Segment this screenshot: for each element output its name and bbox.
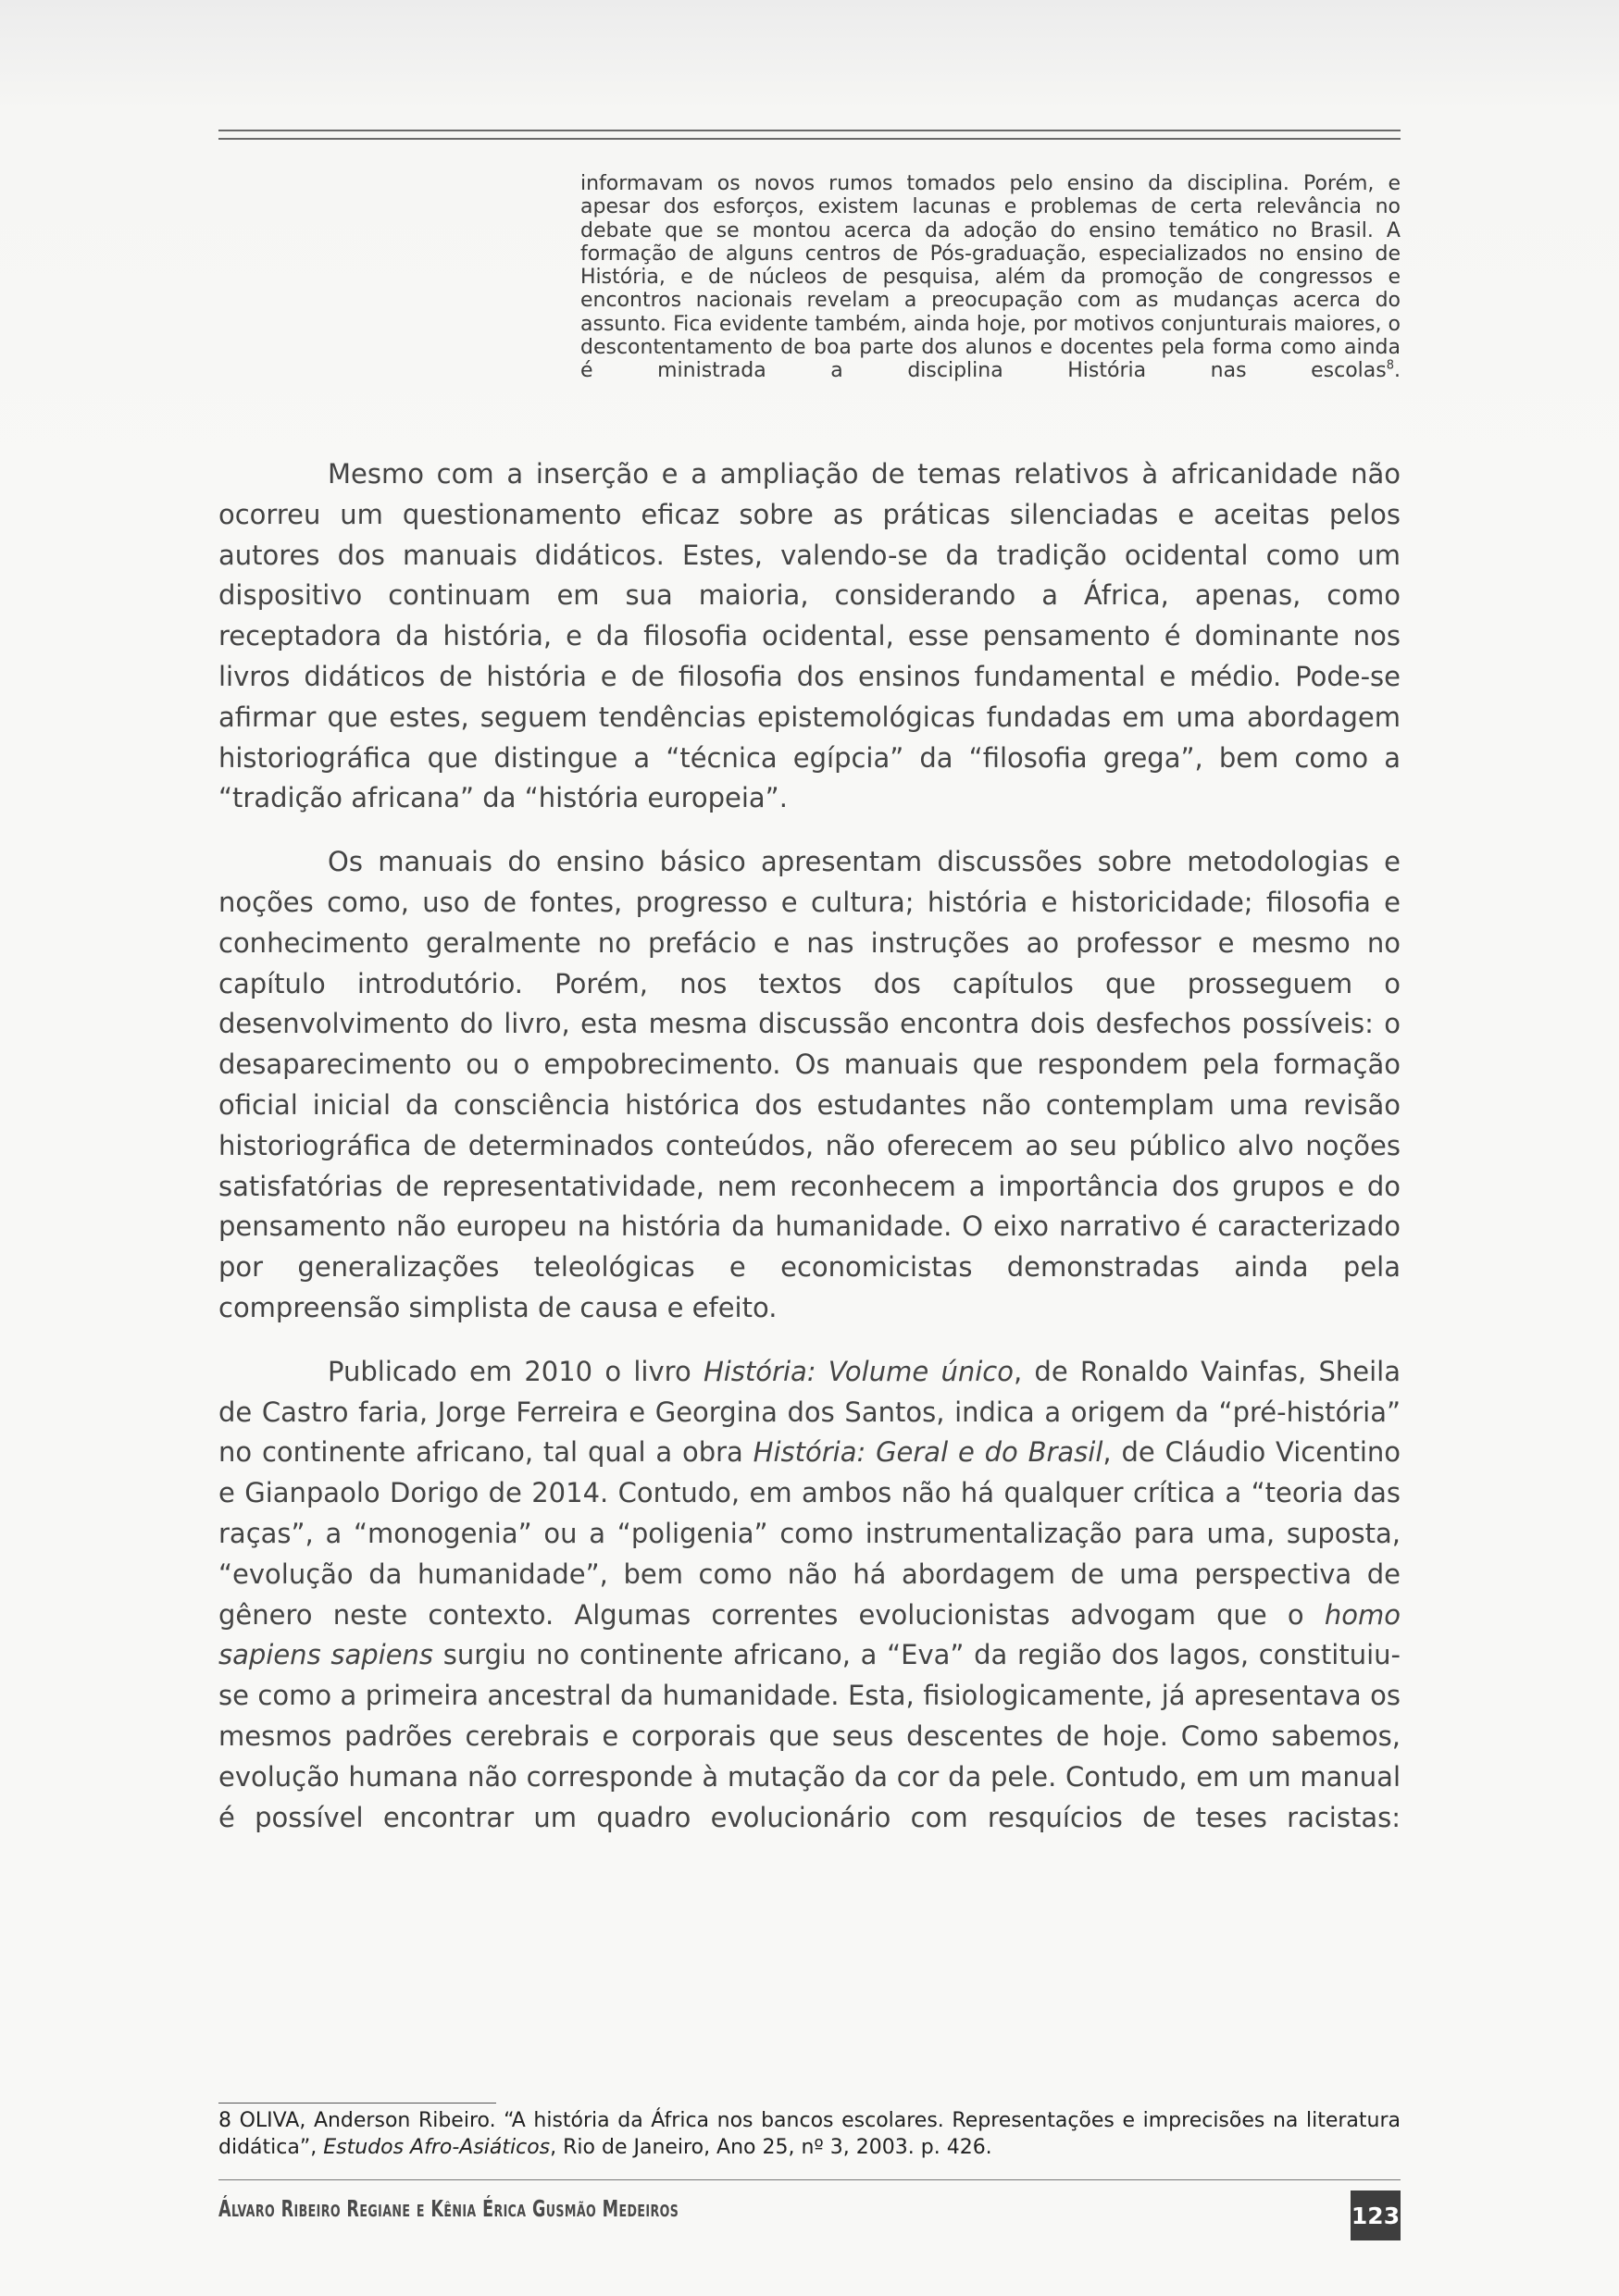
body-text — [218, 454, 1401, 1861]
block-quote-end: . — [1394, 359, 1401, 383]
footer-authors: Álvaro Ribeiro Regiane e Kênia Érica Gusmão Medeiros — [218, 2195, 679, 2222]
book-title-geral-brasil: História: Geral e do Brasil — [753, 1436, 1103, 1469]
book-title-volume-unico: História: Volume único — [703, 1355, 1014, 1387]
footnote-text-2: , Rio de Janeiro, Ano 25, nº 3, 2003. p. 426. — [550, 2136, 992, 2159]
header-rule-top — [218, 130, 1401, 131]
footnote — [218, 2107, 1401, 2161]
header-rule-bottom — [218, 138, 1401, 140]
paragraph-3-text-1: Publicado em 2010 o livro — [328, 1355, 704, 1387]
page-number: 123 — [1351, 2191, 1401, 2240]
footer-rule — [218, 2179, 1401, 2180]
paragraph-3-text-2: , de Ronaldo Vainfas, Sheila de Castro faria, Jorge Ferreira e Georgina dos Santos, indica a origem da “pré-história” no continente africano, tal qual a obra — [218, 1355, 1401, 1469]
paragraph-3-text-3: , de Cláudio Vicentino e Gianpaolo Dorigo de 2014. Contudo, em ambos não há qualquer crítica a “teoria das raças”, a “monogenia” ou a “poligenia” como instrumentalização para uma, suposta, “evolução da humanidade”, bem como não há abordagem de uma perspectiva de gênero neste contexto. Algumas correntes evolucionistas advogam que o — [218, 1436, 1401, 1631]
journal-title: Estudos Afro-Asiáticos — [323, 2136, 551, 2159]
block-quote — [580, 172, 1401, 383]
paragraph-1: Mesmo com a inserção e a ampliação de temas relativos à africanidade não ocorreu um questionamento eficaz sobre as práticas silenciadas e aceitas pelos autores dos manuais didáticos. Estes, valendo-se da tradição ocidental como um dispositivo continuam em sua maioria, considerando a África, apenas, como receptadora da história, e da filosofia ocidental, esse pensamento é dominante nos livros didáticos de história e de filosofia dos ensinos fundamental e médio. Pode-se afirmar que estes, seguem tendências epistemológicas fundadas em uma abordagem historiográfica que distingue a “técnica egípcia” da “filosofia grega”, bem como a “tradição africana” da “história europeia”. — [218, 458, 1401, 814]
block-quote-text: informavam os novos rumos tomados pelo ensino da disciplina. Porém, e apesar dos esforços, existem lacunas e problemas de certa relevância no debate que se montou acerca da adoção do ensino temático no Brasil. A formação de alguns centros de Pós-graduação, especializados no ensino de História, e de núcleos de pesquisa, além da promoção de congressos e encontros nacionais revelam a preocupação com as mudanças acerca do assunto. Fica evidente também, ainda hoje, por motivos conjunturais maiores, o descontentamento de boa parte dos alunos e docentes pela forma como ainda é ministrada a disciplina História nas escolas — [580, 172, 1401, 383]
species-name: homo sapiens sapiens — [218, 1598, 1401, 1671]
footnote-rule — [218, 2103, 496, 2104]
footnote-text-1: 8 OLIVA, Anderson Ribeiro. “A história da África nos bancos escolares. Representações e imprecisões na literatura didática”, — [218, 2109, 1401, 2159]
paragraph-3 — [218, 1352, 1401, 1839]
footnote-reference[interactable]: 8 — [1386, 359, 1394, 374]
paragraph-2: Os manuais do ensino básico apresentam discussões sobre metodologias e noções como, uso de fontes, progresso e cultura; história e historicidade; filosofia e conhecimento geralmente no prefácio e nas instruções ao professor e mesmo no capítulo introdutório. Porém, nos textos dos capítulos que prosseguem o desenvolvimento do livro, esta mesma discussão encontra dois desfechos possíveis: o desaparecimento ou o empobrecimento. Os manuais que respondem pela formação oficial inicial da consciência histórica dos estudantes não contemplam uma revisão historiográfica de determinados conteúdos, não oferecem ao seu público alvo noções satisfatórias de representatividade, nem reconhecem a importância dos grupos e do pensamento não europeu na história da humanidade. O eixo narrativo é caracterizado por generalizações teleológicas e economicistas demonstradas ainda pela compreensão simplista de causa e efeito. — [218, 846, 1401, 1323]
paragraph-3-text-4: surgiu no continente africano, a “Eva” da região dos lagos, constituiu-se como a primeira ancestral da humanidade. Esta, fisiologicamente, já apresentava os mesmos padrões cerebrais e corporais que seus descentes de hoje. Como sabemos, evolução humana não corresponde à mutação da cor da pele. Contudo, em um manual é possível encontrar um quadro evolucionário com resquícios de teses racistas: — [218, 1639, 1401, 1833]
